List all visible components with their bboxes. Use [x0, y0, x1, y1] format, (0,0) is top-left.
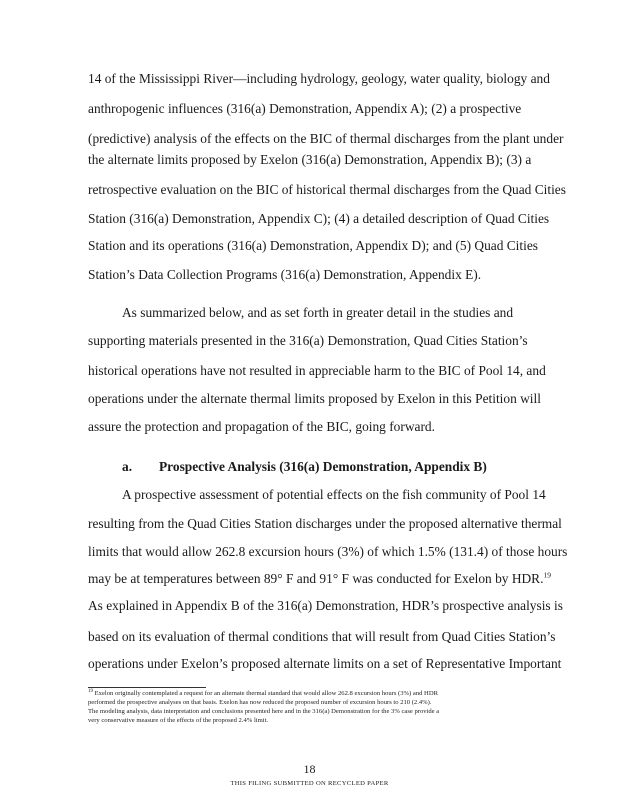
footnote-line: performed the prospective analyses on that basis. Exelon has now reduced the proposed number of excursion hours to 210 (2.4%).: [88, 699, 432, 706]
section-heading: Prospective Analysis (316(a) Demonstration, Appendix B): [159, 459, 487, 474]
body-line: As explained in Appendix B of the 316(a) Demonstration, HDR’s prospective analysis is: [88, 598, 563, 613]
section-letter: a.: [122, 459, 133, 474]
footnote-reference[interactable]: 19: [543, 570, 551, 580]
footnote-number: 19: [88, 688, 93, 694]
body-line: supporting materials presented in the 316(a) Demonstration, Quad Cities Station’s: [88, 333, 528, 348]
body-line: operations under Exelon’s proposed alternate limits on a set of Representative Important: [88, 656, 562, 671]
body-line: Station (316(a) Demonstration, Appendix C); (4) a detailed description of Quad Cities: [88, 211, 550, 226]
body-line: the alternate limits proposed by Exelon (316(a) Demonstration, Appendix B); (3) a: [88, 152, 532, 167]
body-line: [88, 572, 551, 585]
body-line: Station’s Data Collection Programs (316(a) Demonstration, Appendix E).: [88, 267, 482, 282]
body-line: historical operations have not resulted in appreciable harm to the BIC of Pool 14, and: [88, 363, 546, 378]
body-line: Station and its operations (316(a) Demonstration, Appendix D); and (5) Quad Cities: [88, 238, 538, 253]
body-line: operations under the alternate thermal limits proposed by Exelon in this Petition will: [88, 391, 541, 406]
body-line: retrospective evaluation on the BIC of historical thermal discharges from the Quad Cities: [88, 182, 566, 197]
body-line: resulting from the Quad Cities Station discharges under the proposed alternative thermal: [88, 516, 562, 531]
page-number: 18: [303, 762, 316, 776]
body-line-text: may be at temperatures between 89° F and 91° F was conducted for Exelon by HDR.: [88, 571, 544, 586]
footnote-line: very conservative measure of the effects of the proposed 2.4% limit.: [88, 717, 269, 724]
footnote-line: The modeling analysis, data interpretation and conclusions presented here and in the 316(a) Demonstration for the 3% case provide a: [88, 708, 440, 715]
body-line: based on its evaluation of thermal conditions that will result from Quad Cities Station’s: [88, 629, 556, 644]
recycled-paper-notice: THIS FILING SUBMITTED ON RECYCLED PAPER: [230, 780, 389, 787]
body-line: anthropogenic influences (316(a) Demonstration, Appendix A); (2) a prospective: [88, 101, 522, 116]
body-line: assure the protection and propagation of the BIC, going forward.: [88, 419, 435, 434]
footnote-divider: [88, 687, 206, 688]
body-line: limits that would allow 262.8 excursion hours (3%) of which 1.5% (131.4) of those hours: [88, 544, 568, 559]
footnote-text: Exelon originally contemplated a request for an alternate thermal standard that would allow 262.8 excursion hours (3%) and HDR: [94, 690, 438, 697]
body-line: (predictive) analysis of the effects on the BIC of thermal discharges from the plant under: [88, 131, 564, 146]
body-line: A prospective assessment of potential effects on the fish community of Pool 14: [122, 487, 546, 502]
body-line: 14 of the Mississippi River—including hydrology, geology, water quality, biology and: [88, 71, 550, 86]
body-line: As summarized below, and as set forth in greater detail in the studies and: [122, 305, 514, 320]
footnote-line: [88, 688, 438, 698]
